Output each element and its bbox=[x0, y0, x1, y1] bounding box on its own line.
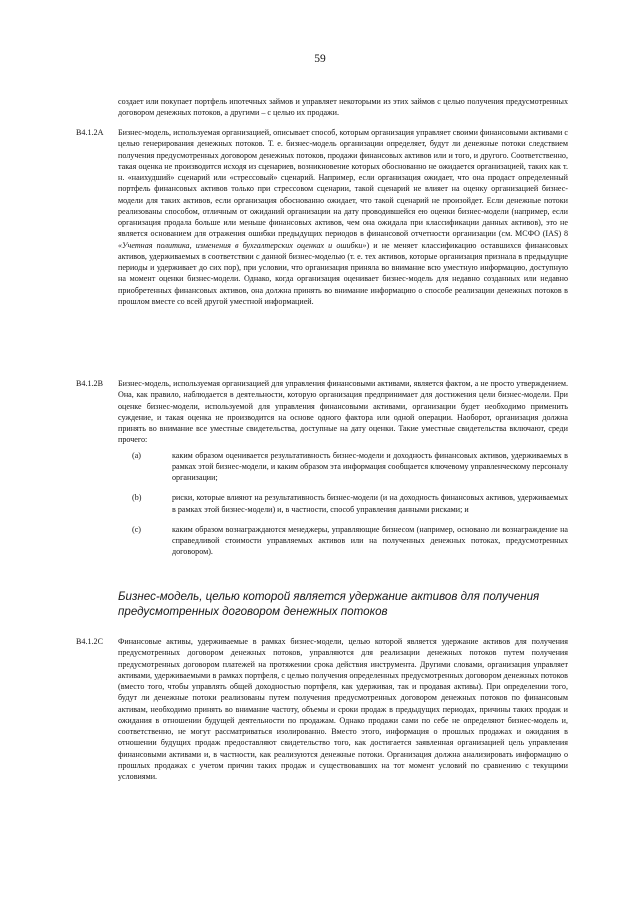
list-item-label: (a) bbox=[132, 450, 141, 460]
list-item-label: (b) bbox=[132, 493, 142, 503]
list-item bbox=[118, 524, 568, 558]
paragraph-number: B4.1.2A bbox=[76, 128, 104, 137]
list-item-text: каким образом вознаграждаются менеджеры, управляющие бизнесом (например, основано ли вознаграждение на справедливой стоимости управляемых активов или на полученных денежных потоках, предусмотренных договором). bbox=[172, 524, 568, 557]
list-item bbox=[118, 492, 568, 515]
paragraph-b4-1-2c bbox=[76, 636, 568, 782]
list-item bbox=[118, 450, 568, 484]
list-item-text: риски, которые влияют на результативность бизнес-модели (и на доходность финансовых активов, удерживаемых в рамках этой бизнес-модели) и, в частности, способ управления данными рисками; и bbox=[172, 493, 568, 514]
intro-paragraph: создает или покупает портфель ипотечных займов и управляет некоторыми из этих займов с целью получения предусмотренных договором денежных потоков, а другими – с целью их продажи. bbox=[118, 97, 568, 117]
paragraph-number: B4.1.2B bbox=[76, 379, 103, 388]
list-item-label: (c) bbox=[132, 524, 141, 534]
paragraph-number: B4.1.2C bbox=[76, 637, 103, 646]
list-item-text: каким образом оценивается результативность бизнес-модели и доходность финансовых активов, удерживаемых в рамках этой бизнес-модели, и каким образом эта информация сообщается ключевому управленческому персоналу организации; bbox=[172, 450, 568, 482]
standard-title: «Учетная политика, изменения в бухгалтерских оценках и ошибки» bbox=[118, 240, 367, 250]
paragraph-b4-1-2a bbox=[76, 127, 568, 307]
paragraph-text bbox=[118, 127, 568, 307]
evidence-list bbox=[118, 450, 568, 558]
paragraph-text-part-1: Бизнес-модель, используемая организацией, описывает способ, которым организация управляет своими финансовыми активами с целью генерирования денежных потоков. Т. е. бизнес-модель организации определяет, будут ли денежные потоки следствием получения предусмотренных договором денежных потоков, продажи финансовых активов или и того, и другого. Соответственно, такая оценка не производится исходя из сценариев, возникновение которых обоснованно не ожидается организацией, таких как т. н. «наихудший» сценарий или «стрессовый» сценарий. Например, если организация ожидает, что она продаст определенный портфель финансовых активов только при стрессовом сценарии, такой сценарий не влияет на оценку организацией бизнес-модели для таких активов, если организация обоснованно ожидает, что такой сценарий не произойдет. Если денежные потоки реализованы способом, отличным от ожиданий организации на дату проводившейся ею оценки бизнес-модели (например, если организация продала больше или меньше финансовых активов, чем она ожидала при классификации данных активов), это не является основанием для отражения ошибки предыдущих периодов в финансовой отчетности организации (см. МСФО (IAS) 8 bbox=[118, 128, 568, 239]
page-number: 59 bbox=[314, 53, 326, 65]
paragraph-text: Бизнес-модель, используемая организацией для управления финансовыми активами, является фактом, а не просто утверждением. Она, как правило, наблюдается в деятельности, которую организация предпринимает для достижения цели бизнес-модели. При оценке бизнес-модели, используемой для управления финансовыми активами, организации будет необходимо применить суждение, и такая оценка не производится на основе одного фактора или одной операции. Наоборот, организация должна принять во внимание все уместные свидетельства, доступные на дату оценки. Такие уместные свидетельства включают, среди прочего: bbox=[118, 379, 568, 445]
paragraph-text-part-2: ) и не меняет классификацию оставшихся финансовых активов, удерживаемых в соответствии с данной бизнес-моделью (т. е. тех активов, которые организация признала в предыдущие периоды и удерживает до сих пор), при условии, что организация приняла во внимание всю уместную информацию, доступную на момент оценки бизнес-модели. Однако, когда организация оценивает бизнес-модель для недавно созданных или недавно приобретенных финансовых активов, она должна принять во внимание информацию о способе реализации денежных потоков в прошлом вместе со всей другой уместной информацией. bbox=[118, 240, 569, 306]
paragraph-text: Финансовые активы, удерживаемые в рамках бизнес-модели, целью которой является удержание активов для получения предусмотренных договором денежных потоков, управляются для реализации денежных потоков путем получения предусмотренных договором платежей на протяжении срока действия инструмента. Другими словами, организация управляет активами, удерживаемыми в рамках портфеля, с целью получения определенных предусмотренных договором денежных потоков (вместо того, чтобы управлять общей доходностью портфеля, как удерживая, так и продавая активы). При определении того, будут ли денежные потоки реализованы путем получения предусмотренных договором денежных потоков по финансовым активам, необходимо принять во внимание частоту, объемы и сроки продаж в предыдущих периодах, причины таких продаж и ожидания в отношении будущей деятельности по продажам. Однако продажи сами по себе не определяют бизнес-модель и, соответственно, не могут рассматриваться изолированно. Вместо этого, информация о прошлых продажах и ожидания в отношении будущих продаж предоставляют свидетельство того, как достигается заявленная организацией цель управления финансовыми активами и, в частности, как реализуются денежные потоки. Организация должна анализировать информацию о прошлых продажах с учетом причин таких продаж и существовавших на тот момент условий по сравнению с текущими условиями. bbox=[118, 637, 568, 781]
paragraph-b4-1-2b bbox=[76, 378, 568, 567]
section-heading: Бизнес-модель, целью которой является удержание активов для получения предусмотренных договором денежных потоков bbox=[118, 590, 540, 618]
